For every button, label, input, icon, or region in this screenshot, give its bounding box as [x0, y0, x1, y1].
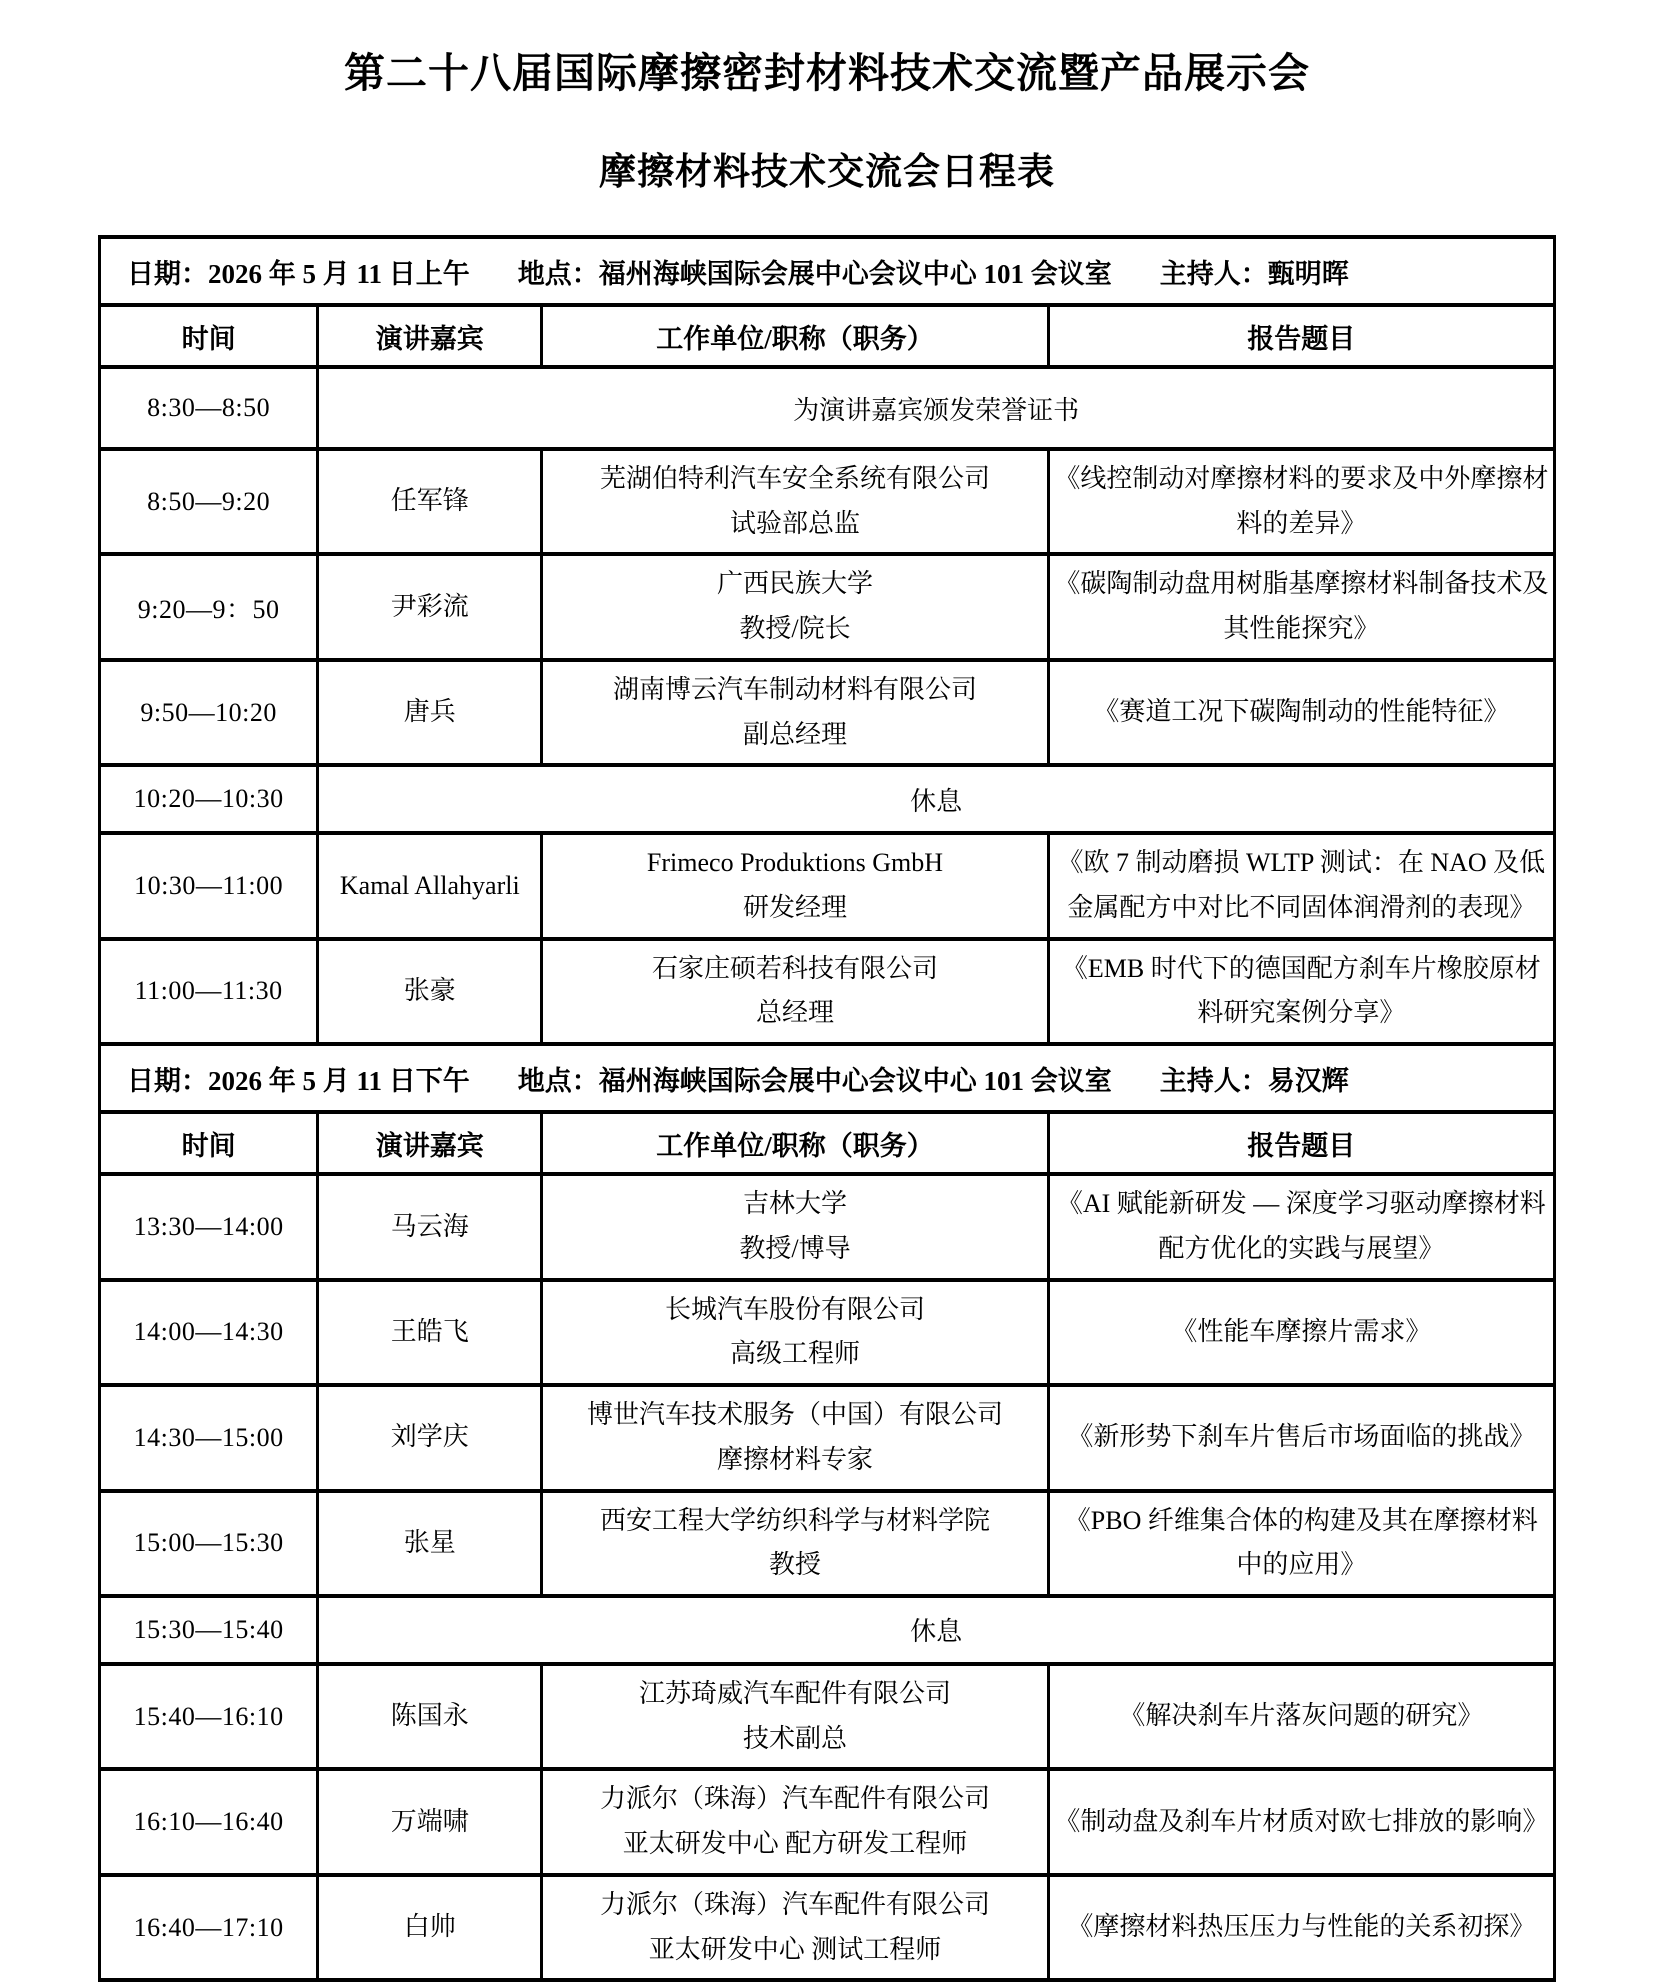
organization-cell	[542, 1491, 1048, 1596]
speaker-cell: 陈国永	[318, 1664, 542, 1769]
talk-title-cell: 《PBO 纤维集合体的构建及其在摩擦材料中的应用》	[1048, 1491, 1554, 1596]
time-cell: 9:20—9：50	[100, 554, 318, 659]
column-header-cell: 时间	[100, 1112, 318, 1174]
session-info-parts	[127, 1059, 1543, 1098]
time-cell: 14:30—15:00	[100, 1385, 318, 1490]
document-title: 第二十八届国际摩擦密封材料技术交流暨产品展示会	[344, 50, 1310, 96]
organization-name: 广西民族大学	[716, 569, 873, 599]
break-row	[100, 1596, 1555, 1664]
session-date-label: 日期：2026 年 5 月 11 日下午	[127, 1065, 470, 1096]
break-cell: 休息	[318, 765, 1555, 833]
column-header-row	[100, 1112, 1555, 1174]
schedule-row-talk	[100, 449, 1555, 554]
session-date-label: 日期：2026 年 5 月 11 日上午	[127, 258, 470, 289]
time-cell: 8:50—9:20	[100, 449, 318, 554]
talk-title-cell: 《解决刹车片落灰问题的研究》	[1048, 1664, 1554, 1769]
speaker-position: 研发经理	[742, 893, 847, 923]
speaker-position: 高级工程师	[729, 1339, 860, 1369]
schedule-row-talk	[100, 1280, 1555, 1385]
talk-title-cell: 《线控制动对摩擦材料的要求及中外摩擦材料的差异》	[1048, 449, 1554, 554]
speaker-cell: 唐兵	[318, 660, 542, 765]
organization-name: 吉林大学	[742, 1189, 847, 1219]
schedule-row-talk	[100, 1491, 1555, 1596]
speaker-position: 摩擦材料专家	[716, 1444, 873, 1474]
organization-cell	[542, 1280, 1048, 1385]
talk-title-cell: 《赛道工况下碳陶制动的性能特征》	[1048, 660, 1554, 765]
session-info-row	[100, 1044, 1555, 1112]
talk-title-cell: 《性能车摩擦片需求》	[1048, 1280, 1554, 1385]
session-venue-label: 地点：福州海峡国际会展中心会议中心 101 会议室	[517, 258, 1112, 289]
session-host-label: 主持人：易汉辉	[1159, 1065, 1349, 1096]
ceremony-cell: 为演讲嘉宾颁发荣誉证书	[318, 367, 1555, 449]
speaker-position: 教授/院长	[739, 614, 851, 644]
column-header-cell: 报告题目	[1048, 1112, 1554, 1174]
speaker-position: 教授/博导	[739, 1233, 851, 1263]
session-info-row	[100, 237, 1555, 305]
speaker-cell: Kamal Allahyarli	[318, 833, 542, 938]
speaker-position: 教授	[768, 1550, 821, 1580]
organization-cell	[542, 1174, 1048, 1279]
organization-cell	[542, 1664, 1048, 1769]
speaker-cell: 张星	[318, 1491, 542, 1596]
organization-name: 力派尔（珠海）汽车配件有限公司	[599, 1889, 990, 1919]
organization-name: 博世汽车技术服务（中国）有限公司	[586, 1400, 1003, 1430]
speaker-position: 副总经理	[742, 719, 847, 749]
column-header-cell: 报告题目	[1048, 305, 1554, 367]
column-header-cell: 工作单位/职称（职务）	[542, 305, 1048, 367]
speaker-cell: 刘学庆	[318, 1385, 542, 1490]
speaker-cell: 白帅	[318, 1875, 542, 1980]
organization-cell	[542, 554, 1048, 659]
schedule-table	[98, 235, 1556, 1982]
speaker-position: 亚太研发中心 测试工程师	[648, 1934, 942, 1964]
time-cell: 13:30—14:00	[100, 1174, 318, 1279]
organization-name: 湖南博云汽车制动材料有限公司	[612, 674, 977, 704]
time-cell: 14:00—14:30	[100, 1280, 318, 1385]
talk-title-cell: 《AI 赋能新研发 — 深度学习驱动摩擦材料配方优化的实践与展望》	[1048, 1174, 1554, 1279]
schedule-row-talk	[100, 554, 1555, 659]
schedule-row-talk	[100, 939, 1555, 1044]
session-info-cell	[100, 1044, 1555, 1112]
speaker-cell: 张豪	[318, 939, 542, 1044]
talk-title-cell: 《新形势下刹车片售后市场面临的挑战》	[1048, 1385, 1554, 1490]
schedule-row-talk	[100, 833, 1555, 938]
time-cell: 16:40—17:10	[100, 1875, 318, 1980]
speaker-position: 技术副总	[742, 1723, 847, 1753]
break-row	[100, 765, 1555, 833]
break-cell: 休息	[318, 1596, 1555, 1664]
time-cell: 11:00—11:30	[100, 939, 318, 1044]
session-host-label: 主持人：甄明晖	[1159, 258, 1349, 289]
time-cell: 16:10—16:40	[100, 1769, 318, 1874]
column-header-cell: 时间	[100, 305, 318, 367]
organization-cell	[542, 1875, 1048, 1980]
organization-name: 江苏琦威汽车配件有限公司	[638, 1678, 951, 1708]
schedule-row-talk	[100, 1875, 1555, 1980]
time-cell: 8:30—8:50	[100, 367, 318, 449]
organization-name: 力派尔（珠海）汽车配件有限公司	[599, 1784, 990, 1814]
organization-cell	[542, 1385, 1048, 1490]
talk-title-cell: 《欧 7 制动磨损 WLTP 测试：在 NAO 及低金属配方中对比不同固体润滑剂的表现》	[1048, 833, 1554, 938]
organization-name: 芜湖伯特利汽车安全系统有限公司	[599, 464, 990, 493]
organization-name: Frimeco Produktions GmbH	[646, 848, 944, 878]
speaker-cell: 王皓飞	[318, 1280, 542, 1385]
column-header-cell: 工作单位/职称（职务）	[542, 1112, 1048, 1174]
column-header-cell: 演讲嘉宾	[318, 305, 542, 367]
speaker-position: 试验部总监	[729, 508, 860, 538]
organization-cell	[542, 449, 1048, 554]
speaker-position: 总经理	[755, 998, 834, 1028]
organization-name: 石家庄硕若科技有限公司	[651, 953, 938, 983]
session-info-cell	[100, 237, 1555, 305]
speaker-cell: 尹彩流	[318, 554, 542, 659]
speaker-cell: 任军锋	[318, 449, 542, 554]
talk-title-cell: 《EMB 时代下的德国配方刹车片橡胶原材料研究案例分享》	[1048, 939, 1554, 1044]
schedule-row-talk	[100, 660, 1555, 765]
organization-cell	[542, 833, 1048, 938]
session-venue-label: 地点：福州海峡国际会展中心会议中心 101 会议室	[517, 1065, 1112, 1096]
document-subtitle: 摩擦材料技术交流会日程表	[599, 152, 1055, 193]
organization-name: 长城汽车股份有限公司	[664, 1294, 925, 1324]
talk-title-cell: 《碳陶制动盘用树脂基摩擦材料制备技术及其性能探究》	[1048, 554, 1554, 659]
talk-title-cell: 《制动盘及刹车片材质对欧七排放的影响》	[1048, 1769, 1554, 1874]
organization-cell	[542, 939, 1048, 1044]
time-cell: 15:00—15:30	[100, 1491, 318, 1596]
column-header-row	[100, 305, 1555, 367]
schedule-document	[98, 0, 1556, 1982]
ceremony-row	[100, 367, 1555, 449]
organization-name: 西安工程大学纺织科学与材料学院	[599, 1505, 990, 1535]
time-cell: 10:30—11:00	[100, 833, 318, 938]
time-cell: 9:50—10:20	[100, 660, 318, 765]
time-cell: 15:30—15:40	[100, 1596, 318, 1664]
session-info-parts	[127, 252, 1543, 291]
schedule-row-talk	[100, 1174, 1555, 1279]
speaker-cell: 马云海	[318, 1174, 542, 1279]
talk-title-cell: 《摩擦材料热压压力与性能的关系初探》	[1048, 1875, 1554, 1980]
column-header-cell: 演讲嘉宾	[318, 1112, 542, 1174]
time-cell: 10:20—10:30	[100, 765, 318, 833]
speaker-cell: 万端啸	[318, 1769, 542, 1874]
speaker-position: 亚太研发中心 配方研发工程师	[622, 1829, 968, 1859]
organization-cell	[542, 660, 1048, 765]
time-cell: 15:40—16:10	[100, 1664, 318, 1769]
schedule-row-talk	[100, 1664, 1555, 1769]
schedule-row-talk	[100, 1385, 1555, 1490]
